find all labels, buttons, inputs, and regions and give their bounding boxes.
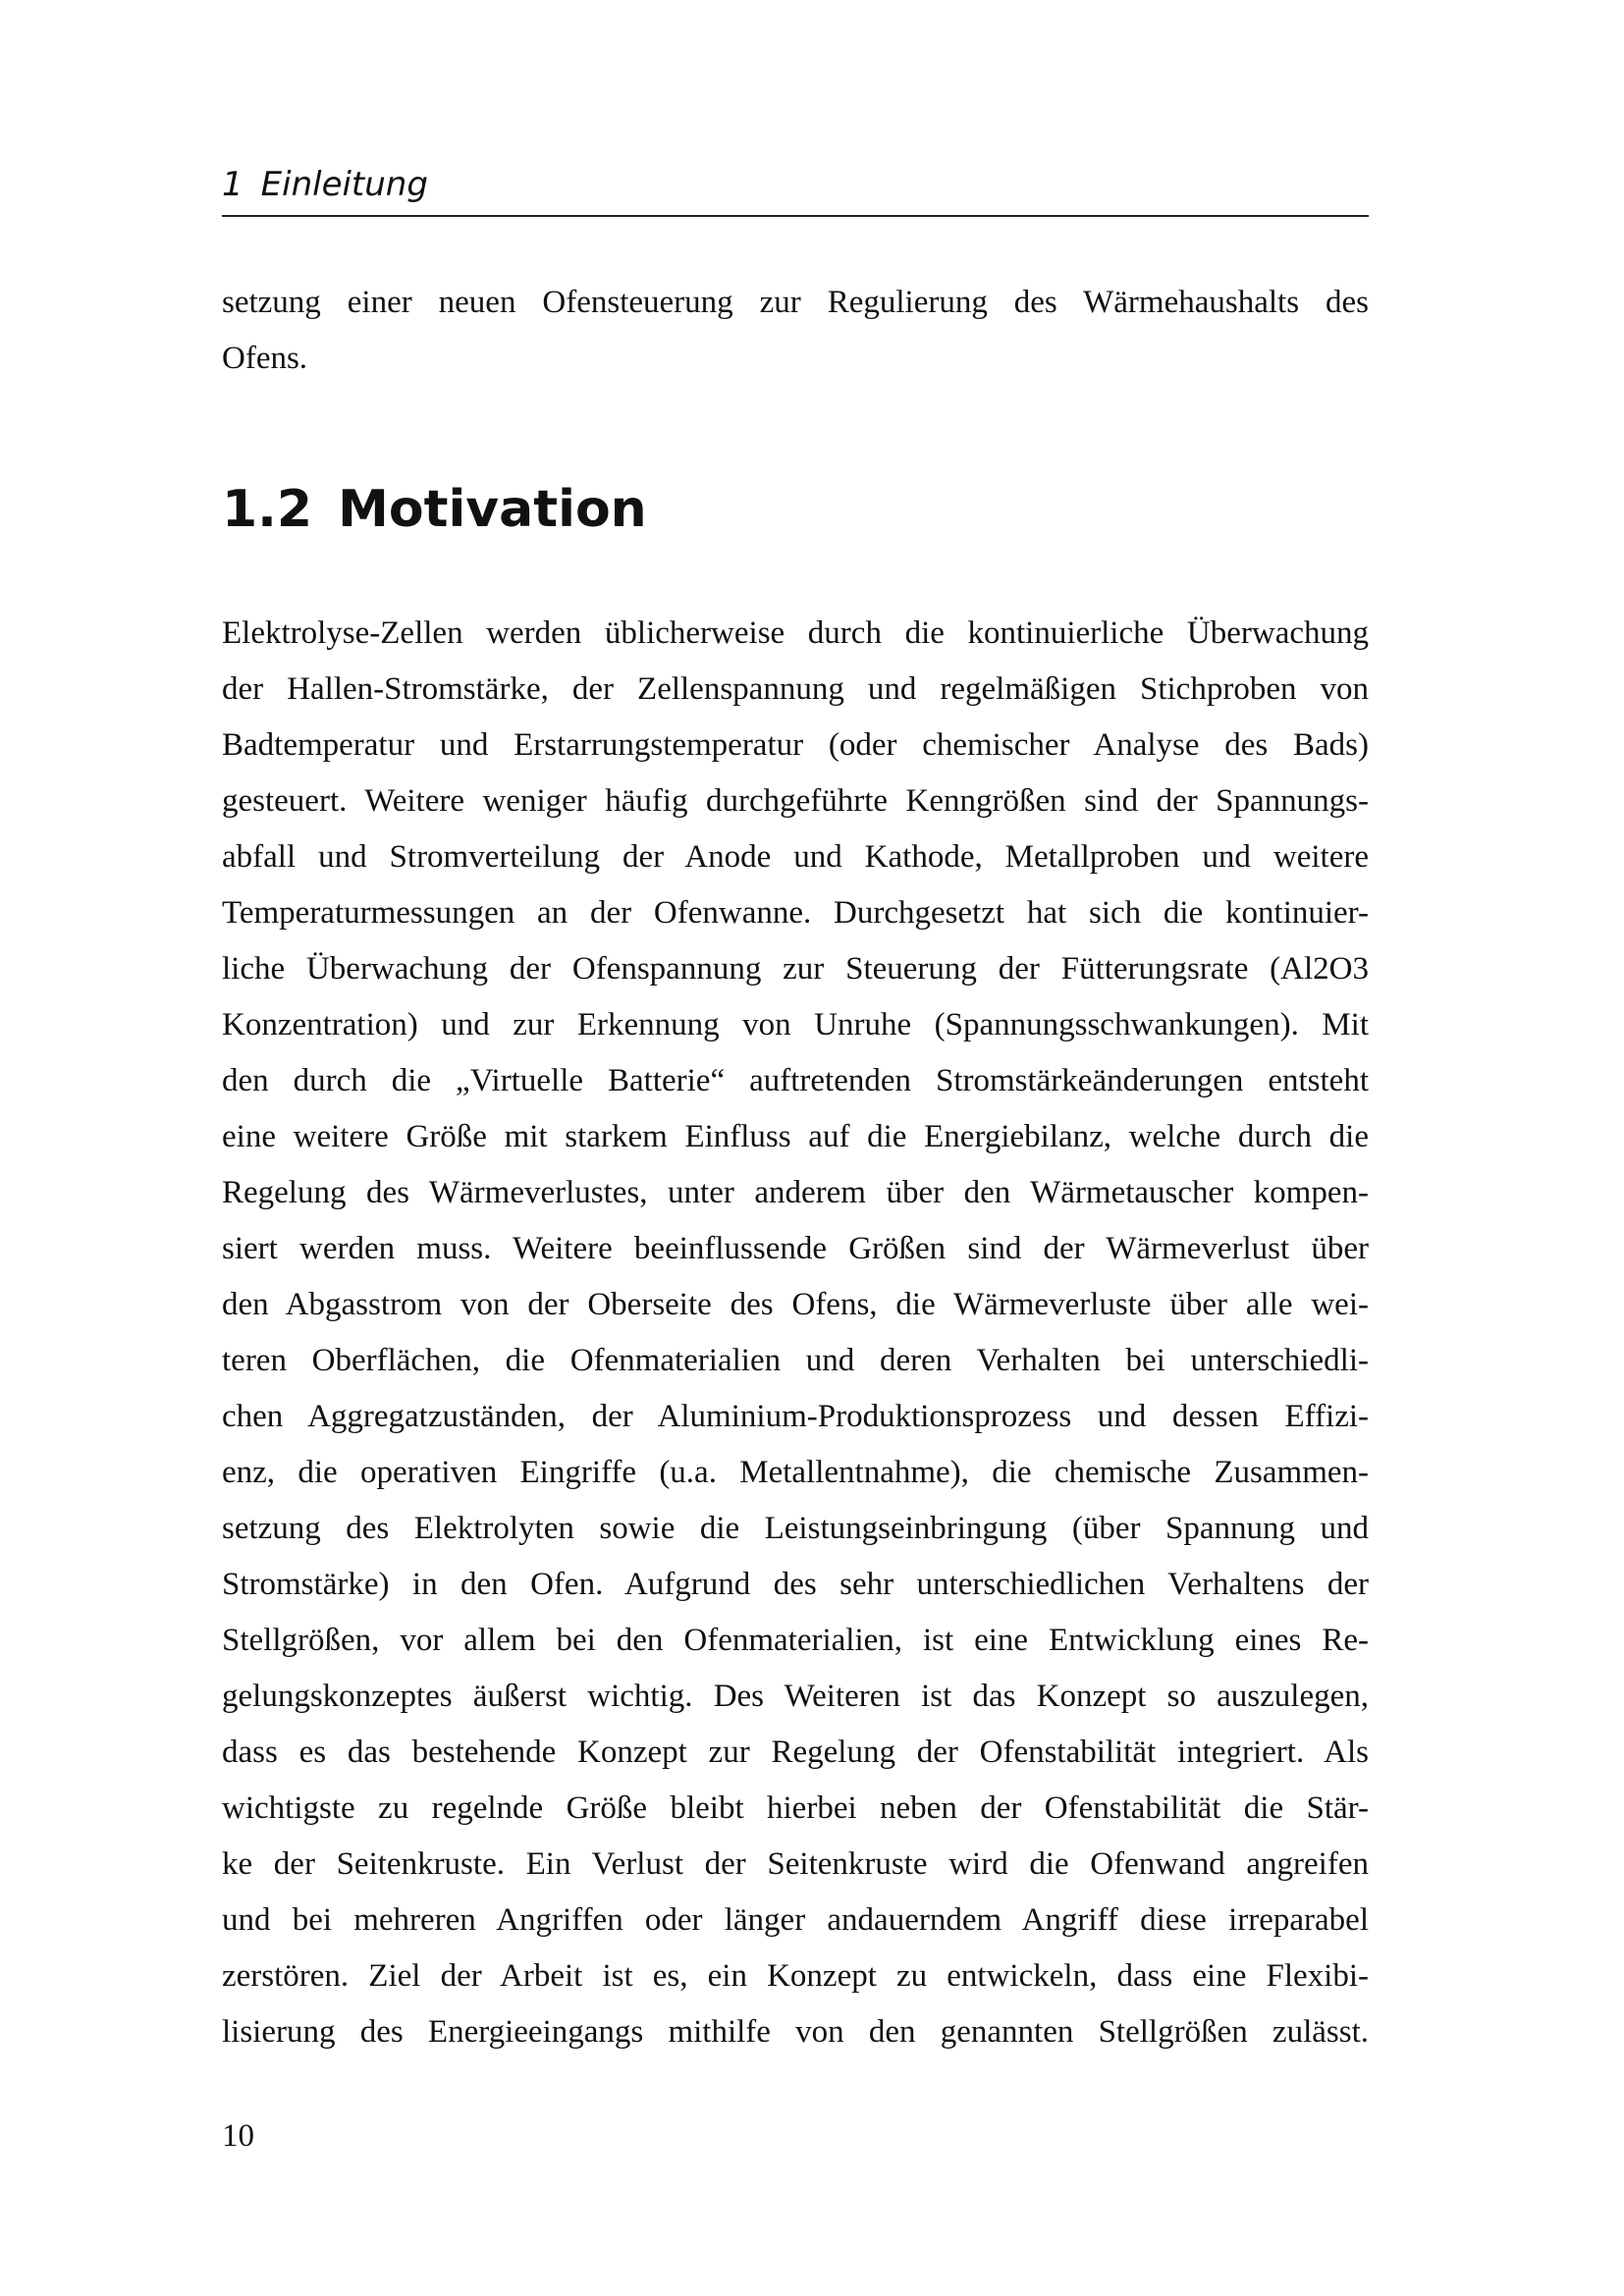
paragraph-line: Stellgrößen, vor allem bei den Ofenmaterialien, ist eine Entwicklung eines Re- (222, 1623, 1369, 1658)
paragraph-line: gelungskonzeptes äußerst wichtig. Des Weiteren ist das Konzept so auszulegen, (222, 1679, 1369, 1714)
paragraph-line: Stromstärke) in den Ofen. Aufgrund des sehr unterschiedlichen Verhaltens der (222, 1567, 1369, 1602)
section-heading (222, 475, 647, 544)
header-rule (222, 215, 1369, 217)
paragraph-line: den durch die „Virtuelle Batterie“ auftretenden Stromstärkeänderungen entsteht (222, 1063, 1369, 1098)
paragraph-line: zerstören. Ziel der Arbeit ist es, ein Konzept zu entwickeln, dass eine Flexibi- (222, 1958, 1369, 1994)
motivation-paragraph (222, 606, 1369, 2060)
section-title: Motivation (338, 480, 647, 539)
paragraph-line: der Hallen-Stromstärke, der Zellenspannung und regelmäßigen Stichproben von (222, 671, 1369, 707)
paragraph-line: eine weitere Größe mit starkem Einfluss auf die Energiebilanz, welche durch die (222, 1119, 1369, 1154)
running-head (222, 165, 428, 204)
paragraph-line: enz, die operativen Eingriffe (u.a. Metallentnahme), die chemische Zusammen- (222, 1455, 1369, 1490)
paragraph-line: Elektrolyse-Zellen werden üblicherweise durch die kontinuierliche Überwachung (222, 615, 1369, 651)
paragraph-line: chen Aggregatzuständen, der Aluminium-Produktionsprozess und dessen Effizi- (222, 1399, 1369, 1434)
running-head-chapter-number: 1 (222, 165, 244, 204)
paragraph-line: teren Oberflächen, die Ofenmaterialien und deren Verhalten bei unterschiedli- (222, 1343, 1369, 1378)
page-number: 10 (222, 2118, 254, 2154)
paragraph-line: Badtemperatur und Erstarrungstemperatur (oder chemischer Analyse des Bads) (222, 727, 1369, 763)
paragraph-line: gesteuert. Weitere weniger häufig durchgeführte Kenngrößen sind der Spannungs- (222, 783, 1369, 819)
paragraph-line: siert werden muss. Weitere beeinflussende Größen sind der Wärmeverlust über (222, 1231, 1369, 1266)
paragraph-line: abfall und Stromverteilung der Anode und Kathode, Metallproben und weitere (222, 839, 1369, 875)
paragraph-line: und bei mehreren Angriffen oder länger andauerndem Angriff diese irreparabel (222, 1902, 1369, 1938)
paragraph-line: dass es das bestehende Konzept zur Regelung der Ofenstabilität integriert. Als (222, 1735, 1369, 1770)
running-head-chapter-title: Einleitung (260, 165, 428, 204)
paragraph-line: setzung einer neuen Ofensteuerung zur Regulierung des Wärmehaushalts des (222, 285, 1369, 320)
paragraph-line: setzung des Elektrolyten sowie die Leistungseinbringung (über Spannung und (222, 1511, 1369, 1546)
paragraph-line: wichtigste zu regelnde Größe bleibt hierbei neben der Ofenstabilität die Stär- (222, 1790, 1369, 1826)
continuation-paragraph (222, 275, 1369, 387)
section-number: 1.2 (222, 480, 313, 539)
paragraph-line: Regelung des Wärmeverlustes, unter anderem über den Wärmetauscher kompen- (222, 1175, 1369, 1210)
paragraph-line: Temperaturmessungen an der Ofenwanne. Durchgesetzt hat sich die kontinuier- (222, 895, 1369, 931)
paragraph-line: lisierung des Energieeingangs mithilfe von den genannten Stellgrößen zulässt. (222, 2014, 1369, 2050)
paragraph-line: ke der Seitenkruste. Ein Verlust der Seitenkruste wird die Ofenwand angreifen (222, 1846, 1369, 1882)
paragraph-line: Ofens. (222, 341, 308, 376)
paragraph-line: liche Überwachung der Ofenspannung zur Steuerung der Fütterungsrate (Al2O3 (222, 951, 1369, 987)
paragraph-line: Konzentration) und zur Erkennung von Unruhe (Spannungsschwankungen). Mit (222, 1007, 1369, 1042)
paragraph-line: den Abgasstrom von der Oberseite des Ofens, die Wärmeverluste über alle wei- (222, 1287, 1369, 1322)
